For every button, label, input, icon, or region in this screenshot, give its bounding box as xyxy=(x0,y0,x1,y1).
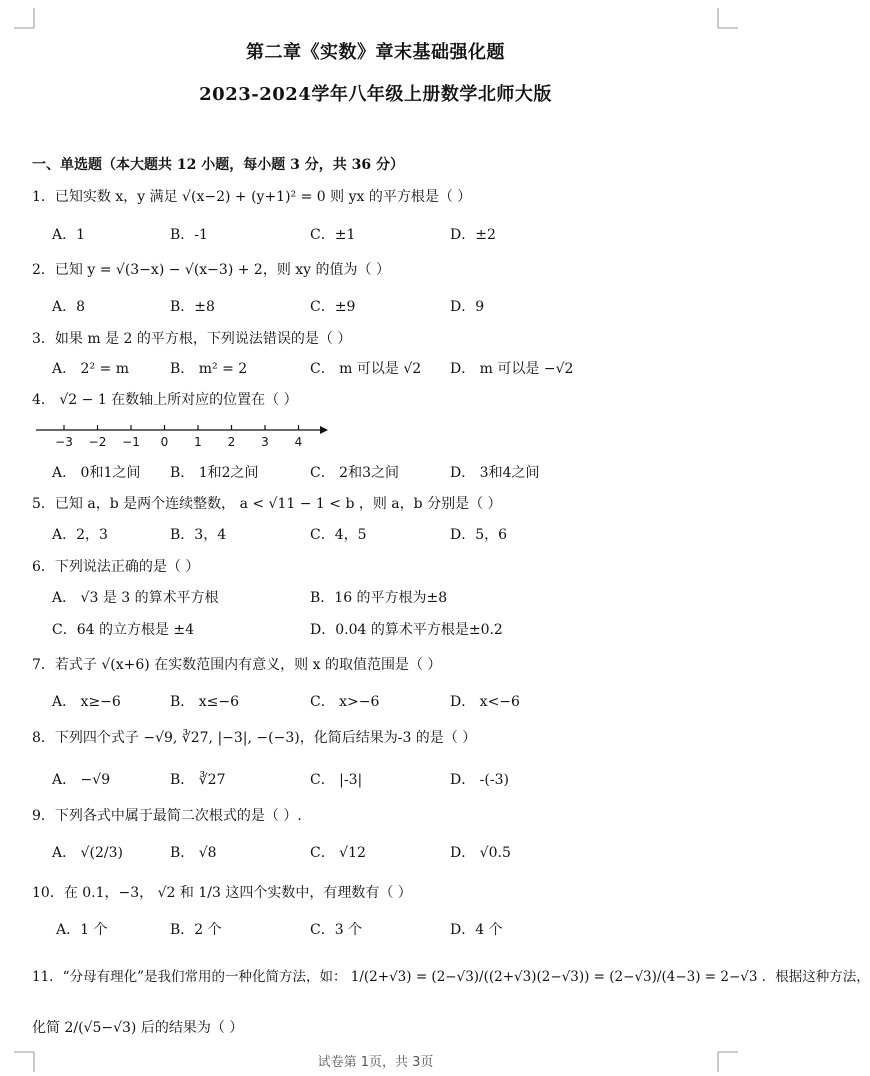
crop-mark-top-right xyxy=(716,8,736,28)
page-title: 第二章《实数》章末基础强化题 xyxy=(246,42,505,63)
question-2-option-a: A．8 xyxy=(52,299,86,315)
section-header: 一、单选题（本大题共 12 小题，每小题 3 分，共 36 分） xyxy=(32,157,404,173)
question-8-option-b: B． ∛27 xyxy=(170,772,226,788)
question-6-option-a: A． √3 是 3 的算术平方根 xyxy=(52,590,219,606)
question-2-option-c: C．±9 xyxy=(310,299,356,315)
question-9-option-b: B． √8 xyxy=(170,845,217,861)
question-10-option-b: B．2 个 xyxy=(170,922,222,938)
question-5-option-c: C．4，5 xyxy=(310,527,367,543)
question-7-option-c: C． x>−6 xyxy=(310,694,380,710)
question-10-option-a: A．1 个 xyxy=(56,922,108,938)
question-8-option-d: D． -(-3) xyxy=(450,772,509,788)
question-11-stem: 11．“分母有理化”是我们常用的一种化简方法，如： 1/(2+√3) = (2−√3)/((2+√3)(2−√3)) = (2−√3)/(4−3) = 2−√3 ．根据这种方法， xyxy=(32,969,870,985)
question-4-option-a: A． 0和1之间 xyxy=(52,465,141,481)
question-4-stem: 4． √2 − 1 在数轴上所对应的位置在（ ） xyxy=(32,392,298,408)
question-7-option-b: B． x≤−6 xyxy=(170,694,240,710)
question-8-stem: 8．下列四个式子 −√9, ∛27, |−3|, −(−3)，化简后结果为-3 的是（ ） xyxy=(32,730,477,746)
question-3-stem: 3．如果 m 是 2 的平方根，下列说法错误的是（ ） xyxy=(32,331,352,347)
question-7-option-a: A． x≥−6 xyxy=(52,694,121,710)
question-5-option-d: D．5，6 xyxy=(450,527,508,543)
number-line-figure xyxy=(36,418,332,454)
question-11-stem-continued: 化简 2/(√5−√3) 后的结果为（ ） xyxy=(32,1020,244,1036)
question-2-option-b: B．±8 xyxy=(170,299,215,315)
number-line-tick-label: 3 xyxy=(261,435,269,449)
question-1-option-c: C．±1 xyxy=(310,227,356,243)
number-line-tick-label: −2 xyxy=(88,435,107,449)
question-4-option-d: D． 3和4之间 xyxy=(450,465,540,481)
question-10-option-c: C．3 个 xyxy=(310,922,363,938)
question-3-option-a: A． 2² = m xyxy=(52,361,129,377)
question-4-option-b: B． 1和2之间 xyxy=(170,465,259,481)
number-line-tick-label: 0 xyxy=(160,435,169,449)
question-7-stem: 7．若式子 √(x+6) 在实数范围内有意义，则 x 的取值范围是（ ） xyxy=(32,657,442,673)
question-8-option-a: A． −√9 xyxy=(52,772,111,788)
question-1-option-d: D．±2 xyxy=(450,227,496,243)
page-footer: 试卷第 1页，共 3页 xyxy=(317,1055,434,1070)
number-line-arrow-icon xyxy=(320,426,328,434)
question-6-stem: 6．下列说法正确的是（ ） xyxy=(32,559,200,575)
crop-mark-top-left xyxy=(14,8,34,28)
page-subtitle: 2023-2024学年八年级上册数学北师大版 xyxy=(199,84,552,105)
question-9-option-a: A． √(2/3) xyxy=(52,845,123,861)
question-1-stem: 1．已知实数 x，y 满足 √(x−2) + (y+1)² = 0 则 yx 的平方根是（ ） xyxy=(32,189,472,205)
question-1-option-b: B．-1 xyxy=(170,227,208,243)
question-9-option-c: C． √12 xyxy=(310,845,366,861)
question-8-option-c: C． |-3| xyxy=(310,772,363,788)
question-3-option-b: B． m² = 2 xyxy=(170,361,248,377)
number-line-tick-label: −3 xyxy=(55,435,73,449)
question-2-option-d: D．9 xyxy=(450,299,485,315)
question-5-stem: 5．已知 a，b 是两个连续整数， a < √11 − 1 < b ，则 a，b 分别是（ ） xyxy=(32,496,502,512)
question-10-option-d: D．4 个 xyxy=(450,922,503,938)
number-line-tick-label: 4 xyxy=(294,435,303,449)
question-3-option-d: D． m 可以是 −√2 xyxy=(450,361,574,377)
question-6-option-b: B．16 的平方根为±8 xyxy=(310,590,448,606)
question-9-option-d: D． √0.5 xyxy=(450,845,511,861)
number-line-tick-label: 2 xyxy=(227,435,236,449)
number-line-tick-label: 1 xyxy=(194,435,202,449)
question-4-option-c: C． 2和3之间 xyxy=(310,465,399,481)
question-5-option-b: B．3，4 xyxy=(170,527,227,543)
number-line-tick-label: −1 xyxy=(122,435,140,449)
question-9-stem: 9．下列各式中属于最简二次根式的是（ ）. xyxy=(32,808,302,824)
question-6-option-c: C．64 的立方根是 ±4 xyxy=(52,622,195,638)
question-6-option-d: D．0.04 的算术平方根是±0.2 xyxy=(310,622,503,638)
question-3-option-c: C． m 可以是 √2 xyxy=(310,361,422,377)
question-1-option-a: A．1 xyxy=(52,227,86,243)
question-7-option-d: D． x<−6 xyxy=(450,694,520,710)
question-2-stem: 2．已知 y = √(3−x) − √(x−3) + 2，则 xy 的值为（ ） xyxy=(32,262,390,278)
question-10-stem: 10．在 0.1，−3， √2 和 1/3 这四个实数中，有理数有（ ） xyxy=(32,885,412,901)
question-5-option-a: A．2，3 xyxy=(52,527,108,543)
